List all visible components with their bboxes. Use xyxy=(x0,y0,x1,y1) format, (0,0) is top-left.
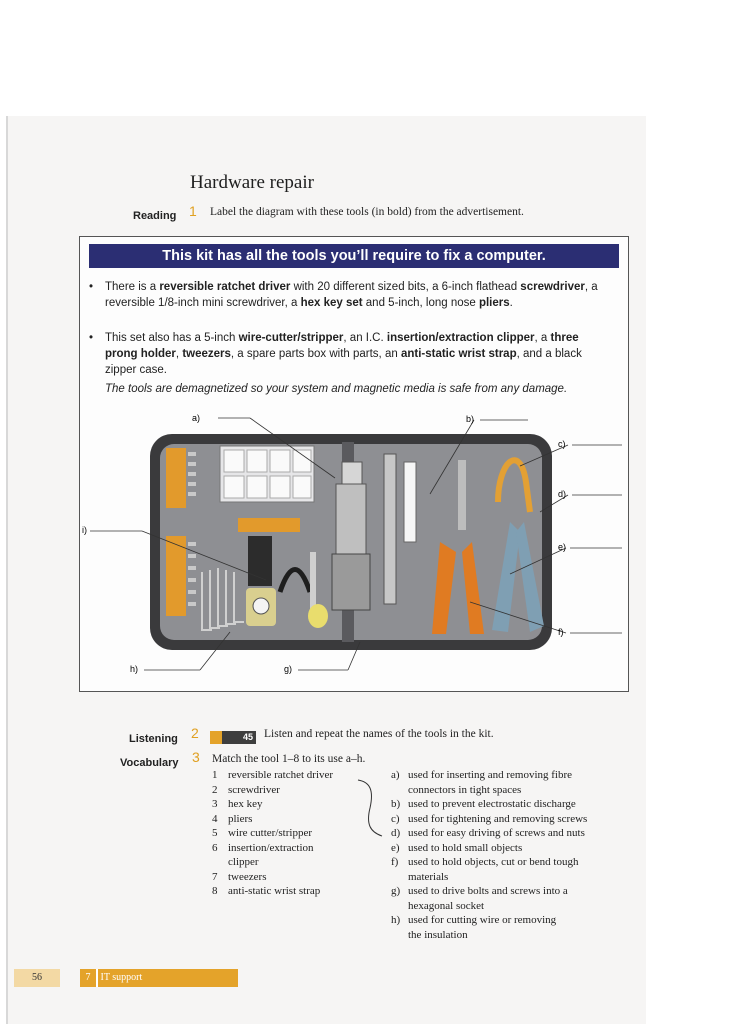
advert-note: The tools are demagnetized so your system and magnetic media is safe from any damage. xyxy=(105,383,568,395)
tool-name-bold: anti-static wrist strap xyxy=(400,348,517,360)
use-item xyxy=(391,812,631,827)
use-item-text: used to drive bolts and screws into a xyxy=(408,885,568,897)
tool-item-text: screwdriver xyxy=(228,783,280,796)
use-item-text: used to hold small objects xyxy=(408,841,523,854)
page-number: 56 xyxy=(14,969,60,987)
bullet-dot: • xyxy=(89,332,94,344)
use-item-number: h) xyxy=(391,914,401,926)
tool-name-bold: insertion/extraction clipper xyxy=(386,332,535,344)
listening-label: Listening xyxy=(129,733,178,745)
advert-bullet-2-text xyxy=(105,332,582,376)
tool-item-number: 3 xyxy=(212,798,218,810)
use-item-text: the insulation xyxy=(408,928,468,941)
tool-item-text: reversible ratchet driver xyxy=(228,769,334,781)
advert-text-run: , xyxy=(175,348,183,360)
tool-name-bold: reversible ratchet driver xyxy=(159,281,291,293)
footer-separator xyxy=(96,969,98,987)
reading-label: Reading xyxy=(133,210,177,222)
tool-item xyxy=(212,855,333,870)
tool-item-text: clipper xyxy=(228,856,259,868)
use-item-text: connectors in tight spaces xyxy=(408,783,522,796)
use-item-number: f) xyxy=(391,856,399,868)
advert-text-run: , and a black zipper case. xyxy=(105,348,582,376)
use-item-number: b) xyxy=(391,798,401,810)
use-item-number: a) xyxy=(391,769,400,781)
unit-footer xyxy=(80,969,238,987)
tool-item-number: 1 xyxy=(212,769,218,781)
tool-item-number: 4 xyxy=(212,812,218,825)
advert-text-run: with 20 different sized bits, a 6-inch flathead xyxy=(290,281,521,293)
tool-item xyxy=(212,797,333,812)
vocabulary-label: Vocabulary xyxy=(120,757,179,769)
diagram-label-d: d) xyxy=(558,489,567,499)
use-item-number: g) xyxy=(391,885,401,897)
use-item-number xyxy=(391,899,408,914)
use-item-text: used to prevent electrostatic discharge xyxy=(408,798,576,810)
advert-text-run: , a reversible 1/8-inch mini screwdriver, a xyxy=(105,281,598,309)
diagram-label-c: c) xyxy=(558,439,566,449)
tool-item xyxy=(212,841,333,856)
use-item xyxy=(391,928,631,943)
insertion-extraction-clipper xyxy=(404,462,416,542)
advert-text-run: , an I.C. xyxy=(343,332,387,344)
use-item-number xyxy=(391,928,408,943)
tool-item-number: 8 xyxy=(212,885,218,897)
tool-name-bold: wire-cutter/stripper xyxy=(238,332,344,344)
use-item-text: hexagonal socket xyxy=(408,899,485,912)
use-item-number xyxy=(391,783,408,798)
diagram-label-g: g) xyxy=(284,664,293,674)
diagram-label-f: f) xyxy=(558,627,564,637)
tool-item xyxy=(212,826,333,841)
advert-text-run: . xyxy=(509,297,513,309)
use-item xyxy=(391,870,631,885)
use-item xyxy=(391,899,631,914)
diagram-label-e: e) xyxy=(558,542,567,552)
use-item-text: used to hold objects, cut or bend tough xyxy=(408,856,579,868)
use-item-number xyxy=(391,870,408,885)
tool-item-number: 2 xyxy=(212,783,218,796)
listening-number: 2 xyxy=(191,725,199,741)
advert-text-run: , a xyxy=(534,332,551,344)
tool-item-number: 6 xyxy=(212,841,218,854)
unit-number: 7 xyxy=(85,972,91,983)
tool-item-text: pliers xyxy=(228,812,253,825)
diagram-label-h: h) xyxy=(130,664,139,674)
advert-text-run: , a spare parts box with parts, an xyxy=(230,348,401,360)
page-edge xyxy=(6,116,8,1024)
tool-item-text: wire cutter/stripper xyxy=(228,827,312,839)
advert-text-run: There is a xyxy=(105,281,160,293)
use-item xyxy=(391,826,631,841)
advert-text-run: This set also has a 5-inch xyxy=(105,332,239,344)
advert-bullet-1 xyxy=(89,279,609,311)
vocabulary-section xyxy=(120,753,179,771)
tool-name-bold: three prong holder xyxy=(105,332,579,360)
use-item xyxy=(391,884,631,899)
tool-item-number: 7 xyxy=(212,870,218,883)
advert-bullet-2 xyxy=(89,330,609,378)
bit-row xyxy=(238,518,300,532)
advert-text-run: and 5-inch, long nose xyxy=(362,297,479,309)
tool-list xyxy=(212,768,333,899)
vocabulary-instruction: Match the tool 1–8 to its use a–h. xyxy=(212,753,366,765)
tool-name-bold: hex key set xyxy=(300,297,363,309)
use-item-number: e) xyxy=(391,841,400,854)
diagram-label-i: i) xyxy=(82,525,87,535)
advert-headline: This kit has all the tools you’ll require to fix a computer. xyxy=(89,244,619,268)
unit-title: IT support xyxy=(100,972,143,983)
use-item-text: used for inserting and removing fibre xyxy=(408,769,573,781)
audio-track[interactable] xyxy=(210,728,256,746)
bullet-dot: • xyxy=(89,281,94,293)
use-item-text: materials xyxy=(408,870,449,883)
tool-item-text: hex key xyxy=(228,798,263,810)
use-item-text: used for cutting wire or removing xyxy=(408,914,557,926)
use-item xyxy=(391,841,631,856)
use-item xyxy=(391,913,631,928)
use-item xyxy=(391,855,631,870)
ratchet-driver xyxy=(332,462,370,610)
listening-section xyxy=(129,729,178,747)
tool-name-bold: screwdriver xyxy=(520,281,585,293)
vocabulary-number: 3 xyxy=(192,749,200,765)
tool-item-number xyxy=(212,855,228,870)
audio-track-badge[interactable]: 45 xyxy=(210,731,256,744)
reading-number: 1 xyxy=(189,203,197,219)
use-item xyxy=(391,797,631,812)
diagram-label-a: a) xyxy=(192,413,201,423)
tool-name-bold: pliers xyxy=(478,297,510,309)
spare-parts-box xyxy=(220,446,314,502)
reading-section xyxy=(133,206,176,224)
listening-instruction: Listen and repeat the names of the tools in the kit. xyxy=(264,728,494,740)
tool-item xyxy=(212,870,333,885)
tool-kit-diagram xyxy=(80,402,628,690)
screwdriver xyxy=(384,454,396,604)
tool-item xyxy=(212,884,333,899)
use-item-number: d) xyxy=(391,827,401,839)
tool-item-number: 5 xyxy=(212,827,218,839)
tool-item xyxy=(212,768,333,783)
tool-item-text: insertion/extraction xyxy=(228,841,314,854)
match-bracket xyxy=(356,778,386,838)
use-item-text: used for tightening and removing screws xyxy=(408,812,588,825)
use-item xyxy=(391,783,631,798)
reading-instruction: Label the diagram with these tools (in bold) from the advertisement. xyxy=(210,206,524,218)
use-item-number: c) xyxy=(391,812,400,825)
use-item xyxy=(391,768,631,783)
tool-name-bold: tweezers xyxy=(182,348,231,360)
advert-bullet-1-text xyxy=(105,281,598,309)
tool-item xyxy=(212,812,333,827)
page-title: Hardware repair xyxy=(190,172,314,193)
tool-item xyxy=(212,783,333,798)
tool-item-text: anti-static wrist strap xyxy=(228,885,321,897)
diagram-label-b: b) xyxy=(466,414,475,424)
use-list xyxy=(391,768,631,942)
use-item-text: used for easy driving of screws and nuts xyxy=(408,827,585,839)
tool-item-text: tweezers xyxy=(228,870,267,883)
